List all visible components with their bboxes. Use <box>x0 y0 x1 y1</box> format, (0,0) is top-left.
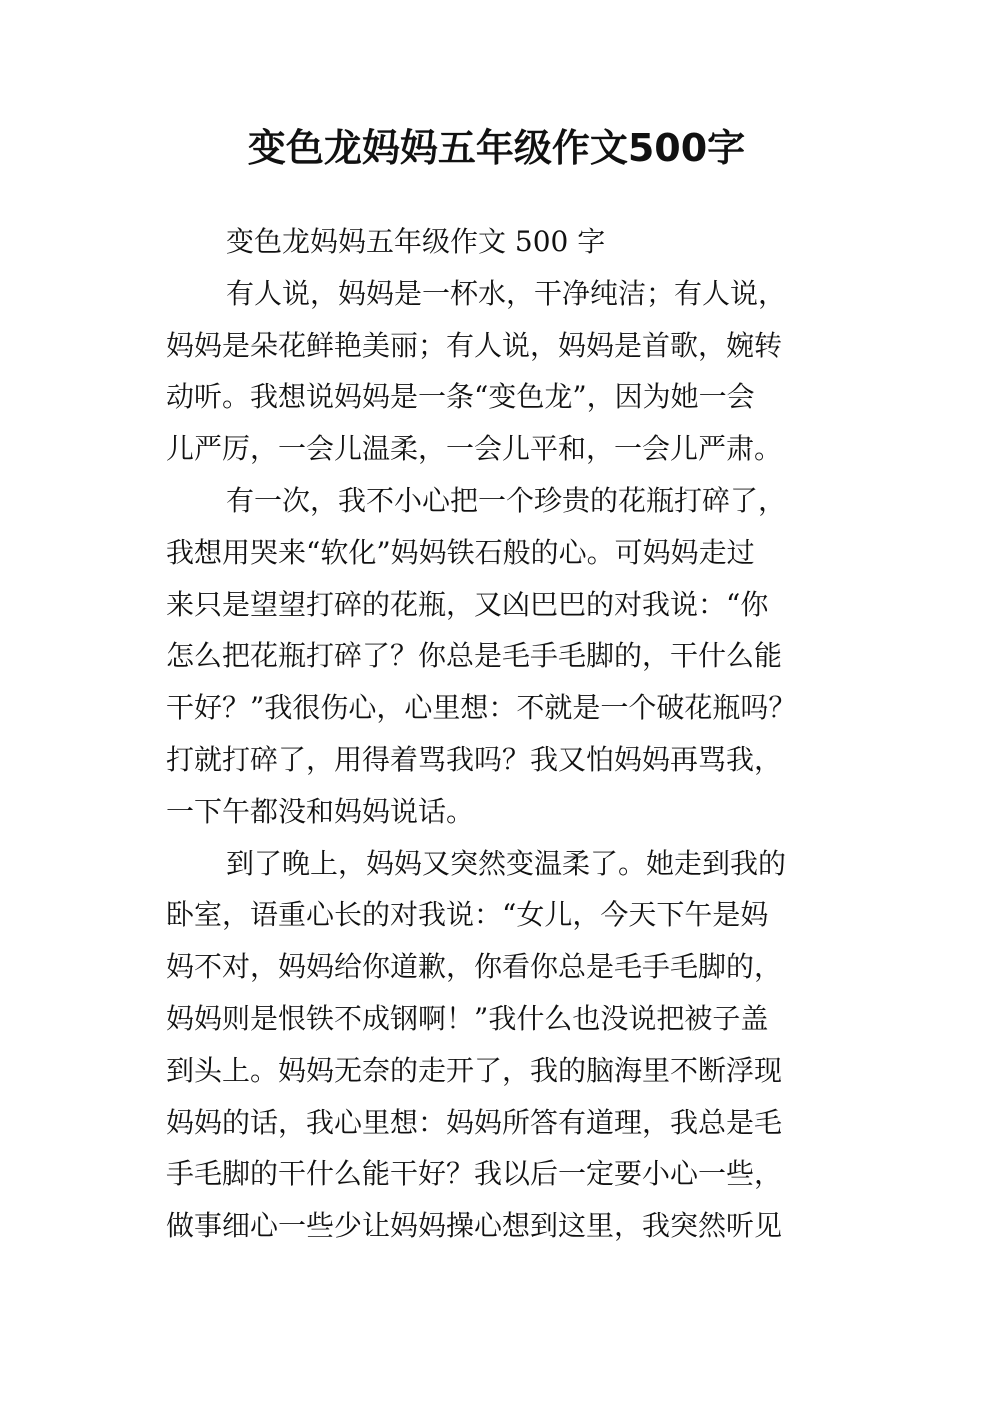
text-line: 来只是望望打碎的花瓶，又凶巴巴的对我说：“你 <box>166 587 769 621</box>
text-line: 卧室，语重心长的对我说：“女儿，今天下午是妈 <box>166 898 769 932</box>
text-line: 动听。我想说妈妈是一条“变色龙”，因为她一会 <box>166 380 755 414</box>
text-line: 怎么把花瓶打碎了？你总是毛手毛脚的，干什么能 <box>166 639 783 673</box>
text-line: 妈不对，妈妈给你道歉，你看你总是毛手毛脚的， <box>166 950 783 984</box>
document-title: 变色龙妈妈五年级作文500字 <box>247 126 746 170</box>
text-line: 变色龙妈妈五年级作文 500 字 <box>226 225 606 258</box>
text-line: 妈妈是朵花鲜艳美丽；有人说，妈妈是首歌，婉转 <box>166 328 783 362</box>
text-line: 手毛脚的干什么能干好？我以后一定要小心一些， <box>166 1157 783 1191</box>
text-line: 我想用哭来“软化”妈妈铁石般的心。可妈妈走过 <box>166 535 755 569</box>
text-line: 到头上。妈妈无奈的走开了，我的脑海里不断浮现 <box>166 1053 783 1087</box>
text-line: 妈妈则是恨铁不成钢啊！”我什么也没说把被子盖 <box>166 1001 769 1035</box>
essay-body <box>166 216 838 1252</box>
text-line: 干好？”我很伤心，心里想：不就是一个破花瓶吗？ <box>166 691 797 725</box>
text-line: 儿严厉，一会儿温柔，一会儿平和，一会儿严肃。 <box>166 432 783 466</box>
text-line: 妈妈的话，我心里想：妈妈所答有道理，我总是毛 <box>166 1105 783 1139</box>
text-line: 到了晚上，妈妈又突然变温柔了。她走到我的 <box>226 846 787 880</box>
text-line: 一下午都没和妈妈说话。 <box>166 794 475 828</box>
text-line: 有人说，妈妈是一杯水，干净纯洁；有人说， <box>226 276 787 310</box>
text-line: 做事细心一些少让妈妈操心想到这里，我突然听见 <box>166 1209 783 1243</box>
text-line: 打就打碎了，用得着骂我吗？我又怕妈妈再骂我， <box>166 742 783 776</box>
text-line: 有一次，我不小心把一个珍贵的花瓶打碎了， <box>226 483 787 517</box>
